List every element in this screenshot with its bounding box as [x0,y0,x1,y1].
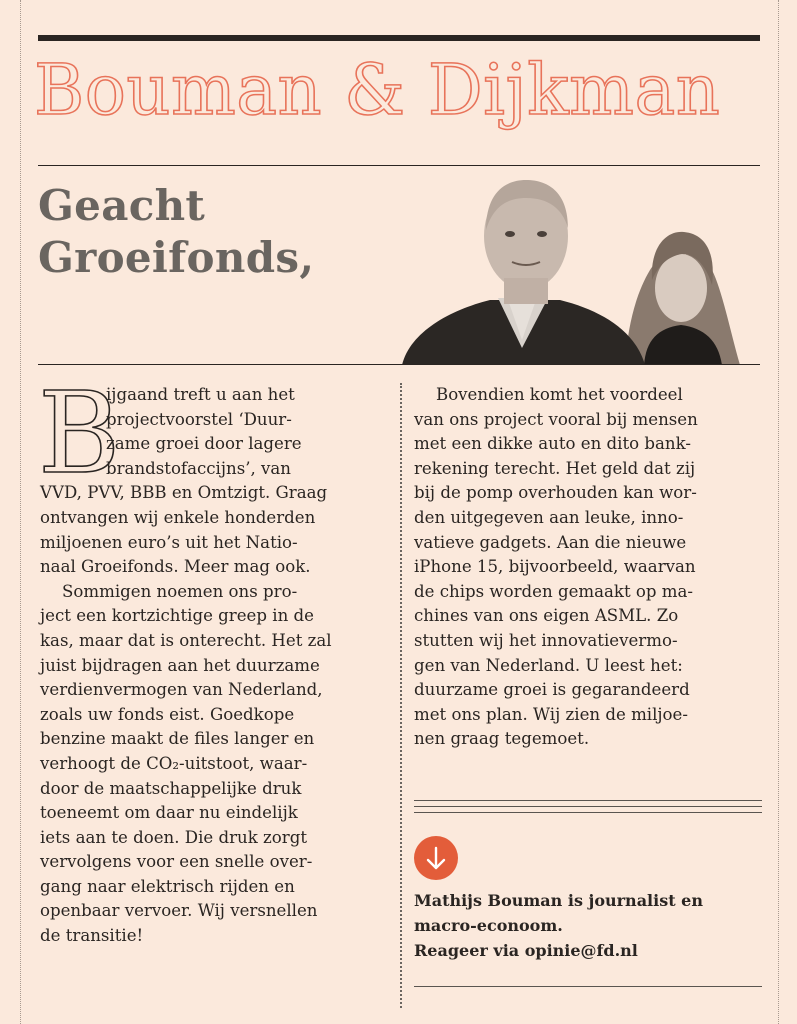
text-line: ject een kortzichtige greep in de [40,606,314,626]
text-line: iPhone 15, bijvoorbeeld, waarvan [414,557,696,577]
text-line: met een dikke auto en dito bank- [414,434,691,454]
text-line: naal Groeifonds. Meer mag ook. [40,557,311,577]
paragraph-3 [414,383,762,752]
text-line: ijgaand treft u aan het [106,385,295,404]
arrow-down-glyph [414,836,458,880]
text-line: de chips worden gemaakt op ma- [414,581,694,601]
text-line: vatieve gadgets. Aan die nieuwe [414,532,687,552]
text-line: benzine maakt de files langer en [40,729,315,749]
masthead-title: Bouman & Dijkman [34,48,721,131]
bio-line: macro-econoom. [414,916,563,935]
bottom-rule [414,986,762,987]
text-line: duurzame groei is gegarandeerd [414,680,690,700]
top-rule [38,35,760,41]
text-line: iets aan te doen. Die druk zorgt [40,827,307,847]
end-rules [414,800,762,818]
text-line: verdienvermogen van Nederland, [40,680,323,700]
headline-line-2: Groeifonds, [38,233,315,282]
contact-link[interactable]: Reageer via opinie@fd.nl [414,941,638,960]
end-rule [414,812,762,818]
text-line: toeneemt om daar nu eindelijk [40,803,298,823]
column-divider [400,383,402,1008]
text-line: verhoogt de CO₂-uitstoot, waar- [40,753,308,773]
photo-rule [38,364,760,365]
text-line: miljoenen euro’s uit het Natio- [40,532,298,552]
text-line: juist bijdragen aan het duurzame [40,655,320,675]
text-line: kas, maar dat is onterecht. Het zal [40,630,332,650]
text-line: openbaar vervoer. Wij versnellen [40,901,318,921]
bio-line: Mathijs Bouman is journalist en [414,891,703,910]
author-photo [400,170,760,365]
text-line: Sommigen noemen ons pro- [62,581,298,601]
page-edge-left [20,0,22,1024]
text-line: door de maatschappelijke druk [40,778,302,798]
column-masthead [34,44,764,136]
text-line: chines van ons eigen ASML. Zo [414,606,679,626]
text-line: ontvangen wij enkele honderden [40,507,316,527]
text-line: projectvoorstel ‘Duur- [106,409,292,429]
text-line: de transitie! [40,926,144,946]
text-line: stutten wij het innovatievermo- [414,630,678,650]
headline-line-1: Geacht [38,181,206,230]
text-line: den uitgegeven aan leuke, inno- [414,507,684,527]
text-line: rekening terecht. Het geld dat zij [414,458,696,478]
drop-cap: B [38,369,121,499]
text-line: gen van Nederland. U leest het: [414,655,683,675]
paragraph-2 [40,580,390,949]
text-line: gang naar elektrisch rijden en [40,876,295,896]
article-column-left [38,369,390,949]
text-line: Bovendien komt het voordeel [436,385,683,404]
text-line: vervolgens voor een snelle over- [40,852,313,872]
text-line: met ons plan. Wij zien de miljoe- [414,704,688,724]
text-line: zoals uw fonds eist. Goedkope [40,704,295,724]
arrow-down-icon[interactable] [414,836,458,880]
author-portraits-illustration [400,170,760,365]
text-line: bij de pomp overhouden kan wor- [414,483,697,503]
text-line: van ons project vooral bij mensen [414,409,698,429]
masthead-rule [38,165,760,166]
article-headline [38,180,438,284]
text-line: zame groei door lagere [106,434,302,454]
author-bio [414,888,762,963]
text-line: brandstofaccijns’, van [106,458,291,478]
page-edge-right [778,0,780,1024]
text-line: VVD, PVV, BBB en Omtzigt. Graag [40,483,328,503]
text-line: nen graag tegemoet. [414,729,590,749]
article-column-right [414,383,762,752]
